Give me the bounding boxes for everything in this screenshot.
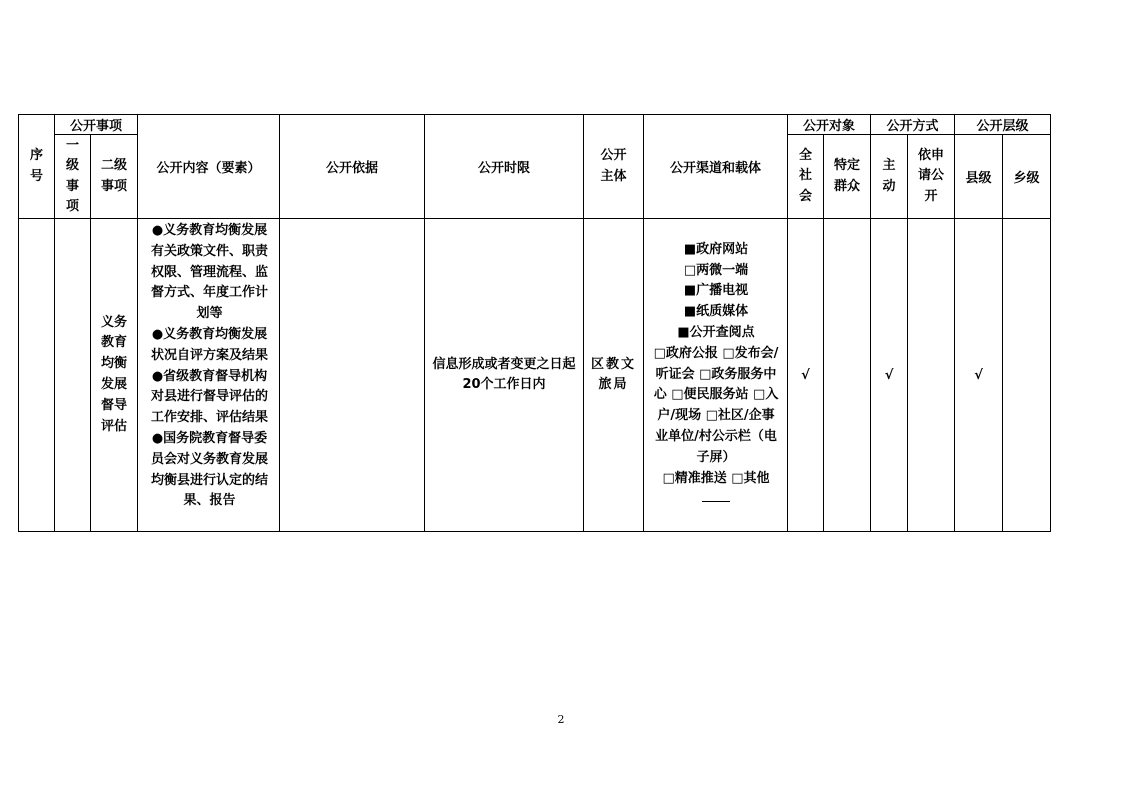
header-level1: 一级事项 [55, 135, 91, 219]
header-target-all: 全社会 [788, 135, 824, 219]
cell-target-all: √ [788, 219, 824, 532]
blank-line [702, 491, 730, 502]
cell-subject: 区教文旅局 [584, 219, 644, 532]
header-target-specific: 特定群众 [824, 135, 871, 219]
table-row [19, 219, 1051, 532]
content-item: ●国务院教育督导委员会对义务教育发展均衡县进行认定的结果、报告 [151, 430, 269, 509]
cell-time-limit: 信息形成或者变更之日起20个工作日内 [425, 219, 584, 532]
header-item-group: 公开事项 [55, 115, 138, 135]
cell-target-specific [824, 219, 871, 532]
channel-item: ■广播电视 [683, 283, 749, 299]
header-target-group: 公开对象 [788, 115, 871, 135]
cell-basis [280, 219, 425, 532]
header-seq: 序号 [19, 115, 55, 219]
channel-item: □两微一端 [683, 262, 749, 278]
header-level-town: 乡级 [1003, 135, 1051, 219]
channel-item-last [651, 469, 781, 511]
cell-level-county: √ [955, 219, 1003, 532]
content-item: ●义务教育均衡发展有关政策文件、职责权限、管理流程、监督方式、年度工作计划等 [151, 223, 269, 322]
header-method-group: 公开方式 [871, 115, 955, 135]
header-time-limit: 公开时限 [425, 115, 584, 219]
disclosure-table [18, 114, 1051, 532]
cell-channel [644, 219, 788, 532]
channel-item: ■政府网站 [683, 241, 749, 257]
channel-item: ■纸质媒体 [683, 304, 749, 320]
cell-content [138, 219, 280, 532]
cell-level1 [55, 219, 91, 532]
header-level2: 二级事项 [91, 135, 138, 219]
cell-level2: 义务教育均衡发展督导评估 [91, 219, 138, 532]
cell-method-active: √ [871, 219, 908, 532]
cell-method-apply [908, 219, 955, 532]
channel-item: □精准推送 □其他 [662, 470, 770, 486]
channel-item: □政府公报 □发布会/听证会 □政务服务中心 □便民服务站 □入户/现场 □社区/企事业单位/村公示栏（电子屏） [653, 345, 779, 465]
header-level-group: 公开层级 [955, 115, 1051, 135]
header-channel: 公开渠道和载体 [644, 115, 788, 219]
header-method-apply: 依申请公开 [908, 135, 955, 219]
cell-seq [19, 219, 55, 532]
header-method-active: 主动 [871, 135, 908, 219]
header-level-county: 县级 [955, 135, 1003, 219]
channel-item: ■公开查阅点 [677, 325, 755, 340]
header-row-top [19, 115, 1051, 135]
header-basis: 公开依据 [280, 115, 425, 219]
page-number: 2 [557, 713, 565, 726]
header-subject: 公开主体 [584, 115, 644, 219]
content-item: ●义务教育均衡发展状况自评方案及结果 [151, 326, 269, 363]
content-item: ●省级教育督导机构对县进行督导评估的工作安排、评估结果 [151, 368, 269, 426]
header-content: 公开内容（要素） [138, 115, 280, 219]
cell-level-town [1003, 219, 1051, 532]
